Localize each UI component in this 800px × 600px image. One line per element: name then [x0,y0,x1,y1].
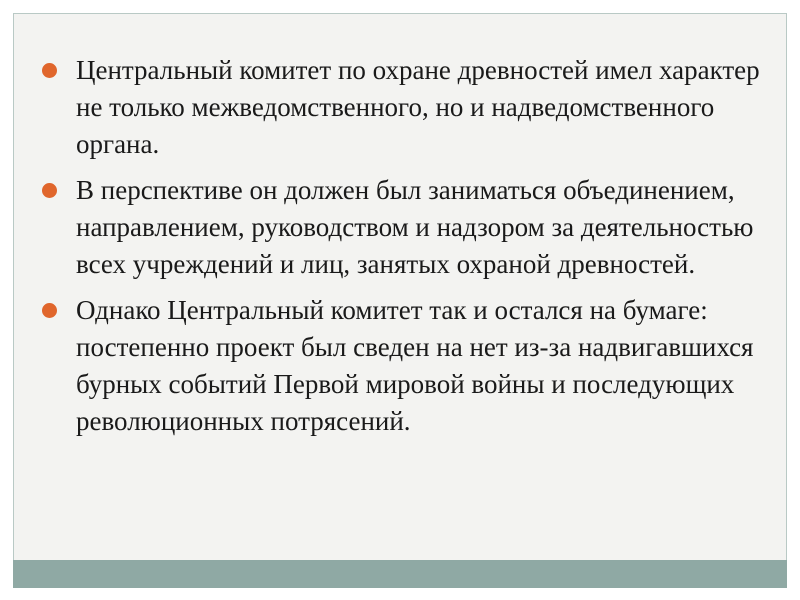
slide-content [40,52,760,449]
bullet-item [40,172,760,283]
bullet-dot-icon [42,63,57,78]
bullet-list [40,52,760,440]
bullet-item [40,52,760,163]
bullet-item [40,292,760,440]
bullet-dot-icon [42,183,57,198]
bullet-text: Центральный комитет по охране древностей имел характер не только межведомственного, но и надведомственного органа. [76,55,760,159]
slide-footer-band [13,560,787,588]
bullet-text: Однако Центральный комитет так и остался на бумаге: постепенно проект был сведен на нет из-за надвигавшихся бурных событий Первой мировой войны и последующих революционных потрясений. [76,295,754,436]
bullet-dot-icon [42,303,57,318]
bullet-text: В перспективе он должен был заниматься объединением, направлением, руководством и надзором за деятельностью всех учреждений и лиц, занятых охраной древностей. [76,175,754,279]
